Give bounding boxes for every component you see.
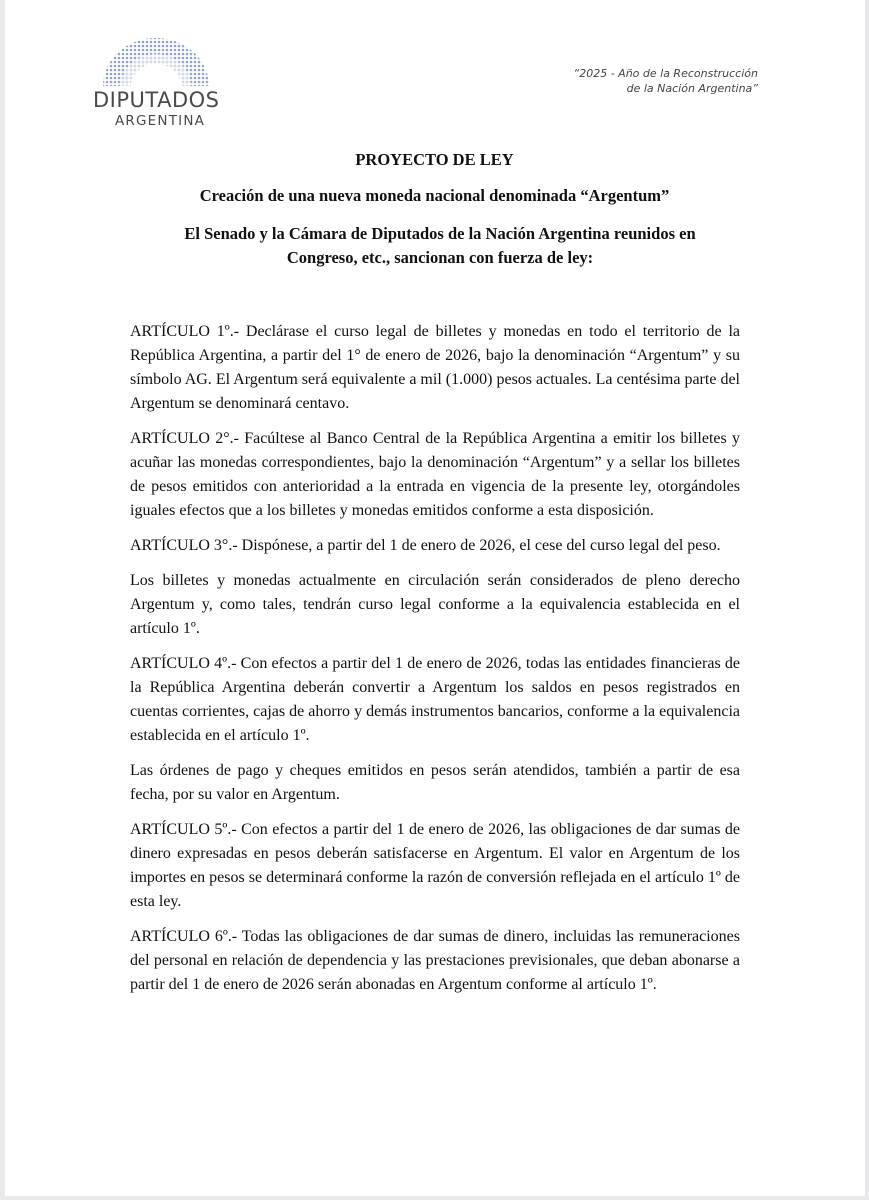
article-5: ARTÍCULO 5º.- Con efectos a partir del 1 de enero de 2026, las obligaciones de dar sumas de dinero expresadas en pesos deberán satisfacerse en Argentum. El valor en Argentum de los importes en pesos se determinará conforme la razón de conversión reflejada en el artículo 1º de esta ley. <box>130 821 740 910</box>
article-4: ARTÍCULO 4º.- Con efectos a partir del 1 de enero de 2026, todas las entidades financieras de la República Argentina deberán convertir a Argentum los saldos en pesos registrados en cuentas corrientes, cajas de ahorro y demás instrumentos bancarios, conforme a la equivalencia establecida en el artículo 1º. <box>130 655 740 744</box>
logo-name: DIPUTADOS <box>93 88 220 112</box>
enacting-clause-line-2: Congreso, etc., sancionan con fuerza de ley: <box>286 248 594 267</box>
document-body <box>130 320 740 1008</box>
article-4-paragraph-2: Las órdenes de pago y cheques emitidos en pesos serán atendidos, también a partir de esa fecha, por su valor en Argentum. <box>130 762 740 803</box>
article-3: ARTÍCULO 3°.- Dispónese, a partir del 1 de enero de 2026, el cese del curso legal del peso. <box>130 537 721 554</box>
document-subtitle: Creación de una nueva moneda nacional denominada “Argentum” <box>199 186 670 205</box>
motto-line-2: de la Nación Argentina” <box>626 82 758 95</box>
hemicycle-seats-icon <box>101 36 211 86</box>
enacting-clause <box>150 222 730 270</box>
article-2: ARTÍCULO 2°.- Facúltese al Banco Central de la República Argentina a emitir los billetes y acuñar las monedas correspondientes, bajo la denominación “Argentum” y a sellar los billetes de pesos emitidos con anterioridad a la entrada en vigencia de la presente ley, otorgándoles iguales efectos que a los billetes y monedas emitidos conforme a esta disposición. <box>130 430 740 519</box>
enacting-clause-line-1: El Senado y la Cámara de Diputados de la Nación Argentina reunidos en <box>184 224 696 243</box>
article-1: ARTÍCULO 1º.- Declárase el curso legal de billetes y monedas en todo el territorio de la República Argentina, a partir del 1° de enero de 2026, bajo la denominación “Argentum” y su símbolo AG. El Argentum será equivalente a mil (1.000) pesos actuales. La centésima parte del Argentum se denominará centavo. <box>130 323 740 412</box>
year-motto <box>574 66 758 96</box>
motto-line-1: “2025 - Año de la Reconstrucción <box>573 67 758 80</box>
article-3-paragraph-2: Los billetes y monedas actualmente en circulación serán considerados de pleno derecho Argentum y, como tales, tendrán curso legal conforme a la equivalencia establecida en el artículo 1º. <box>130 572 740 637</box>
diputados-logo <box>93 36 223 130</box>
document-title: PROYECTO DE LEY <box>355 150 514 169</box>
article-6: ARTÍCULO 6º.- Todas las obligaciones de dar sumas de dinero, incluidas las remuneraciones del personal en relación de dependencia y las prestaciones previsionales, que deban abonarse a partir del 1 de enero de 2026 serán abonadas en Argentum conforme al artículo 1º. <box>130 928 740 993</box>
logo-country: ARGENTINA <box>115 113 206 129</box>
